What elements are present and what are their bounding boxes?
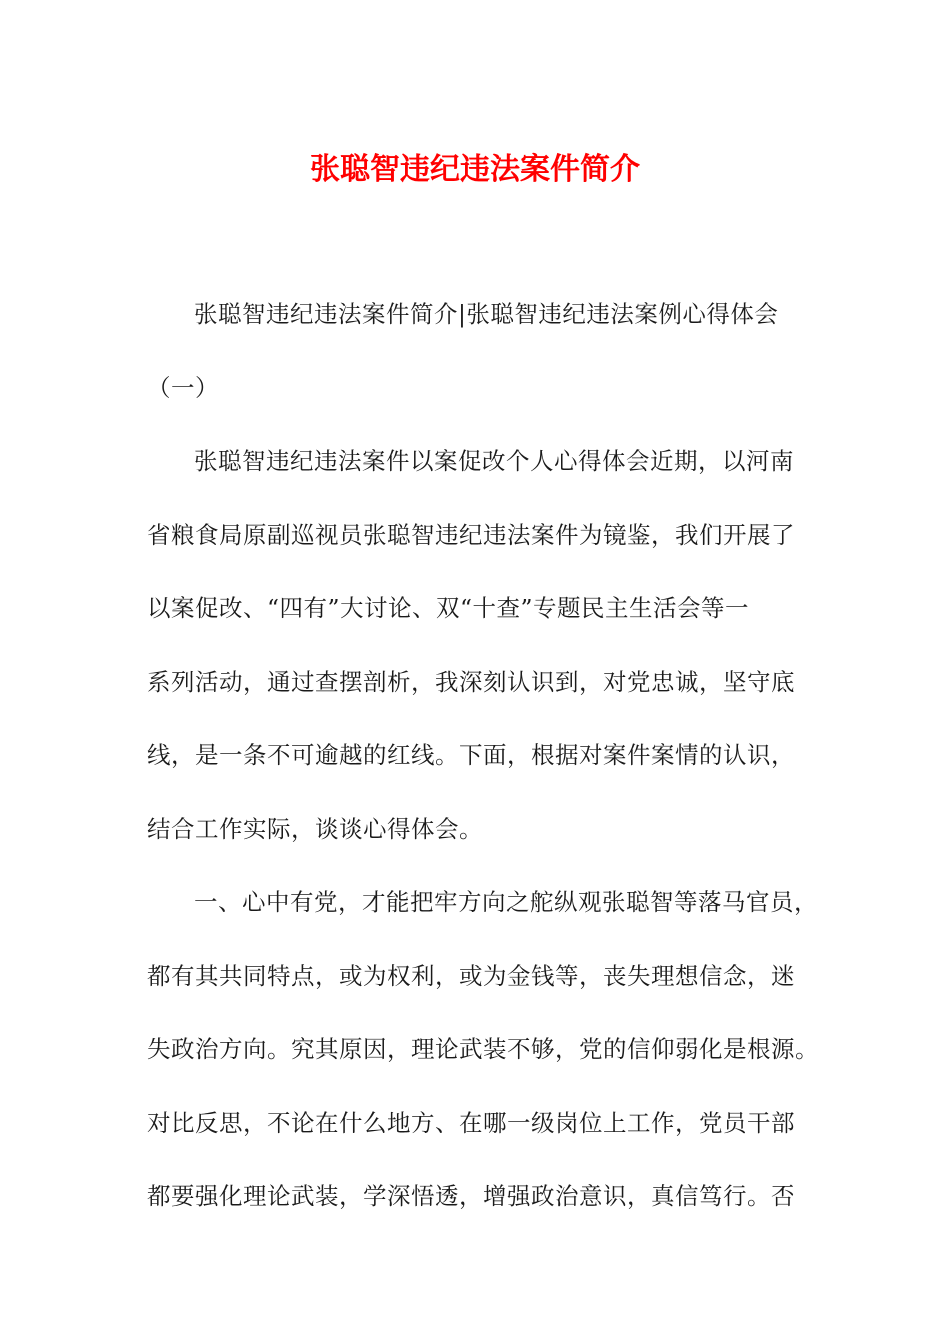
document-title: 张聪智违纪违法案件简介 <box>310 152 640 187</box>
paragraph-line: 一、心中有党，才能把牢方向之舵纵观张聪智等落马官员， <box>194 888 818 916</box>
paragraph-line: 系列活动，通过查摆剖析，我深刻认识到，对党忠诚，坚守底 <box>147 667 795 696</box>
paragraph-line: 结合工作实际，谈谈心得体会。 <box>147 814 483 843</box>
paragraph-line: 都有其共同特点，或为权利，或为金钱等，丧失理想信念，迷 <box>147 961 795 990</box>
paragraph-line: 省粮食局原副巡视员张聪智违纪违法案件为镜鉴，我们开展了 <box>147 520 795 549</box>
paragraph-line: 张聪智违纪违法案件简介|张聪智违纪违法案例心得体会 <box>194 300 779 328</box>
paragraph-line: 张聪智违纪违法案件以案促改个人心得体会近期，以河南 <box>194 447 794 475</box>
paragraph-line: 都要强化理论武装，学深悟透，增强政治意识，真信笃行。否 <box>147 1182 795 1210</box>
paragraph-line: 线，是一条不可逾越的红线。下面，根据对案件案情的认识， <box>147 741 795 769</box>
paragraph-line: 对比反思，不论在什么地方、在哪一级岗位上工作，党员干部 <box>147 1108 795 1137</box>
paragraph-line: 以案促改、“四有”大讨论、双“十查”专题民主生活会等一 <box>147 594 750 622</box>
paragraph-line: 失政治方向。究其原因，理论武装不够，党的信仰弱化是根源。 <box>147 1035 819 1063</box>
paragraph-line: （一） <box>147 373 219 402</box>
document-body <box>147 278 819 1234</box>
